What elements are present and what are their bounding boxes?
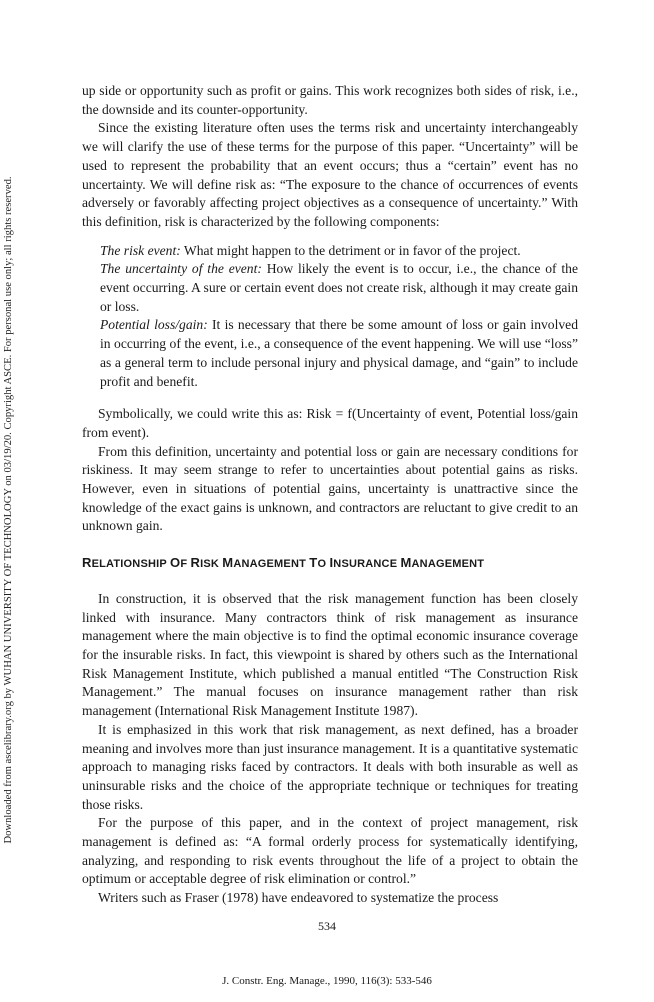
section-heading: RELATIONSHIP OF RISK MANAGEMENT TO INSURANCE MANAGEMENT xyxy=(82,555,485,571)
paragraph: Writers such as Fraser (1978) have endeavored to systematize the process xyxy=(98,890,499,906)
download-notice-text: Downloaded from ascelibrary.org by WUHAN UNIVERSITY OF TECHNOLOGY on 03/19/20. Copyright ASCE. For personal use only; all rights reserved. xyxy=(3,176,14,844)
paragraph: Since the existing literature often uses the terms risk and uncertainty interchangeably we will clarify the use of these terms for the purpose of this paper. “Uncertainty” will be used to represent the probability that an event occurs; thus a “certain” event has no uncertainty. We will define risk as: “The exposure to the chance of occurrences of events adversely or favorably affecting project objectives as a consequence of uncertainty.” With this definition, risk is characterized by the following components: xyxy=(82,120,578,229)
article-body xyxy=(82,82,578,908)
risk-component-term: The risk event: xyxy=(100,242,181,258)
risk-component-term: The uncertainty of the event: xyxy=(100,261,262,277)
paragraph: From this definition, uncertainty and potential loss or gain are necessary conditions for riskiness. It may seem strange to refer to uncertainties about potential gains as risks. However, even in situations of potential gains, uncertainty is unattractive since the knowledge of the exact gains is unknown, and contractors are reluctant to give credit to an unknown gain. xyxy=(82,443,578,534)
risk-component-description: It is necessary that there be some amount of loss or gain involved in occurring of the event, i.e., a consequence of the event happening. We will use “loss” as a general term to include personal injury and physical damage, and “gain” to include profit and benefit. xyxy=(100,317,579,389)
risk-component-item xyxy=(100,316,578,391)
risk-component-item xyxy=(100,242,578,261)
risk-component-description: How likely the event is to occur, i.e., the chance of the event occurring. A sure or certain event does not create risk, although it may create gain or loss. xyxy=(100,261,579,314)
risk-component-item xyxy=(100,260,578,316)
page-number: 534 xyxy=(318,919,336,933)
bottom-paragraphs xyxy=(82,590,578,908)
paragraph: For the purpose of this paper, and in the context of project management, risk management is defined as: “A formal orderly process for systematically identifying, analyzing, and responding to risk events throughout the life of a project to obtain the optimum or acceptable degree of risk elimination or control.” xyxy=(82,815,578,887)
middle-paragraphs xyxy=(82,405,578,536)
download-notice xyxy=(2,60,16,960)
risk-component-term: Potential loss/gain: xyxy=(100,317,208,333)
journal-citation: J. Constr. Eng. Manage., 1990, 116(3): 533-546 xyxy=(222,975,432,987)
paragraph: Symbolically, we could write this as: Risk = f(Uncertainty of event, Potential loss/gain from event). xyxy=(82,406,578,440)
paragraph: In construction, it is observed that the risk management function has been closely linked with insurance. Many contractors think of risk management as insurance management where the main objective is to find the optimal economic insurance coverage for the insurable risks. In fact, this viewpoint is shared by others such as the International Risk Management Institute, which published a manual entitled “The Construction Risk Management.” The manual focuses on insurance management rather than risk management (International Risk Management Institute 1987). xyxy=(82,590,578,719)
top-paragraphs xyxy=(82,82,578,232)
paragraph: It is emphasized in this work that risk management, as next defined, has a broader meaning and involves more than just insurance management. It is a quantitative systematic approach to managing risks faced by contractors. It deals with both insurable as well as uninsurable risks and the choice of the appropriate technique or techniques for treating those risks. xyxy=(82,721,578,812)
paragraph: up side or opportunity such as profit or gains. This work recognizes both sides of risk, i.e., the downside and its counter-opportunity. xyxy=(82,83,578,117)
risk-component-description: What might happen to the detriment or in favor of the project. xyxy=(180,242,521,258)
risk-components-list xyxy=(100,242,578,392)
